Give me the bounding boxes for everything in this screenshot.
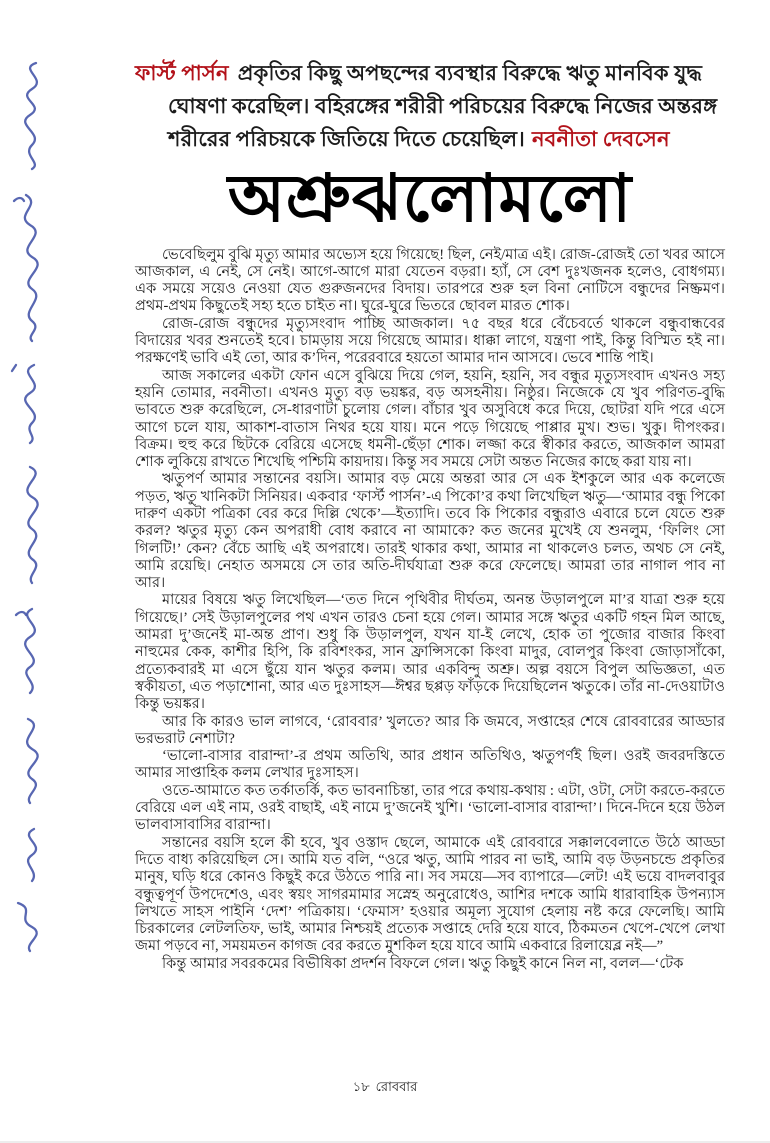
lede-text: প্রকৃতির কিছু অপছন্দের ব্যবস্থার বিরুদ্ধে ঋতু মানবিক যুদ্ধ ঘোষণা করেছিল। বহিরঙ্গের শরীরী পরিচয়ের বিরুদ্ধে নিজের অন্তরঙ্গ শরীরের পরিচয়কে জিতিয়ে দিতে চেয়েছিল।: [168, 61, 718, 151]
article-body: [135, 247, 725, 973]
lede: [135, 57, 725, 155]
body-paragraph: ঋতুপর্ণ আমার সন্তানের বয়সি। আমার বড় মেয়ে অন্তরা আর সে এক ইশকুলে আর এক কলেজে পড়ত, ঋতু খানিকটা সিনিয়র। একবার ‘ফার্স্ট পার্সন’-এ পিকো’র কথা লিখেছিল ঋতু—‘আমার বন্ধু পিকো দারুণ একটা পত্রিকা বের করে দিল্লি থেকে’—ইত্যাদি। তবে কি পিকোর বন্ধুরাও এবারে চলে যেতে শুরু করল? ঋতুর মৃত্যু কেন অপরাধী বোধ করাবে না আমাকে? কত জনের মুখেই যে শুনলুম, ‘ফিলিং সো গিলটি!’ কেন? বেঁচে আছি এই অপরাধে। তারই থাকার কথা, আমার না থাকলেও চলত, অথচ সে নেই, আমি রয়েছি। নেহাত অসময়ে সে তার অতি-দীর্ঘযাত্রা শুরু করে ফেলেছে। আমরা তার নাগাল পাব না আর।: [135, 471, 725, 592]
magazine-name: রোববার: [375, 1079, 418, 1094]
page-number: ১৮: [352, 1079, 370, 1094]
body-paragraph: ‘ভালো-বাসার বারান্দা’-র প্রথম অতিথি, আর প্রধান অতিথিও, ঋতুপর্ণই ছিল। ওরই জবরদস্তিতে আমার সাপ্তাহিক কলম লেখার দুঃসাহস।: [135, 748, 725, 782]
body-paragraph: আর কি কারও ভাল লাগবে, ‘রোববার’ খুলতে? আর কি জমবে, সপ্তাহের শেষে রোববারের আড্ডার ভরভরাট নেশাটা?: [135, 713, 725, 747]
body-paragraph: রোজ-রোজ বন্ধুদের মৃত্যুসংবাদ পাচ্ছি আজকাল। ৭৫ বছর ধরে বেঁচেবর্তে থাকলে বন্ধুবান্ধবের বিদায়ের খবর শুনতেই হবে। চামড়ায় সয়ে গিয়েছে আমার। ধাক্কা লাগে, যন্ত্রণা পাই, কিন্তু বিস্মিত হই না। পরক্ষণেই ভাবি এই তো, আর ক’দিন, পরেরবারে হয়তো আমার দান আসবে। ভেবে শান্তি পাই।: [135, 315, 725, 367]
handwritten-margin-note: [2, 55, 56, 960]
body-paragraph: সন্তানের বয়সি হলে কী হবে, খুব ওস্তাদ ছেলে, আমাকে এই রোববারে সক্কালবেলাতে উঠে আড্ডা দিতে বাধ্য করিয়েছিল সে। আমি যত বলি, “ওরে ঋতু, আমি পারব না ভাই, আমি বড় উড়নচন্ডে প্রকৃতির মানুষ, ঘড়ি ধরে কোনও কিছুই করে উঠতে পারি না। সব সময়ে—সব ব্যাপারে—লেট! এই ভয়ে বাদলবাবুর বন্ধুত্বপূর্ণ উপদেশেও, এবং স্বয়ং সাগরমামার সস্নেহ অনুরোধেও, আশির দশকে আমি ধারাবাহিক উপন্যাস লিখতে সাহস পাইনি ‘দেশ’ পত্রিকায়। ‘ফেমাস’ হওয়ার অমূল্য সুযোগ হেলায় নষ্ট করে ফেলেছি। আমি চিরকালের লেটলতিফ, ভাই, আমার নিশ্চয়ই প্রত্যেক সপ্তাহে দেরি হয়ে যাবে, ঠিকমতন খেপে-খেপে লেখা জমা পড়বে না, সময়মতন কাগজ বের করতে মুশকিল হয়ে যাবে আমি একবারে রিলায়েব্ল নই—”: [135, 834, 725, 955]
page-footer: [0, 1078, 770, 1099]
body-paragraph: ওতে-আমাতে কত তর্কাতর্কি, কত ভাবনাচিন্তা, তার পরে কথায়-কথায় : এটা, ওটা, সেটা করতে-করতে বেরিয়ে এল এই নাম, ওরই বাছাই, এই নামে দু’জনেই খুশি। ‘ভালো-বাসার বারান্দা’। দিনে-দিনে হয়ে উঠল ভালবাসাবাসির বারান্দা।: [135, 782, 725, 834]
article-column: [135, 57, 725, 973]
body-paragraph: মায়ের বিষয়ে ঋতু লিখেছিল—‘তত দিনে পৃথিবীর দীর্ঘতম, অনন্ত উড়ালপুলে মা’র যাত্রা শুরু হয়ে গিয়েছে।’ সেই উড়ালপুলের পথ এখন তারও চেনা হয়ে গেল। আমার সঙ্গে ঋতুর একটি গহন মিল আছে, আমরা দু’জনেই মা-অন্ত প্রাণ। শুধু কি উড়ালপুল, যখন যা-ই লেখে, হোক তা পুজোর বাজার কিংবা নাহুমের কেক, কাশীর হিপি, কি রবিশংকর, সান ফ্রান্সিসকো কিংবা মাদুর, বোলপুর কিংবা জোড়াসাঁকো, প্রত্যেকবারই মা এসে ছুঁয়ে যান ঋতুর কলম। আর একবিন্দু অশ্রু। অল্প বয়সে বিপুল অভিজ্ঞতা, এত স্বকীয়তা, এত পড়াশোনা, আর এত দুঃসাহস—ঈশ্বর ছপ্পড় ফাঁড়কে দিয়েছিলেন ঋতুকে। তাঁর না-দেওয়াটাও কিন্তু ভয়ঙ্কর।: [135, 592, 725, 713]
headline: অশ্রুঝলোমলো: [227, 163, 633, 237]
section-label: ফার্স্ট পার্সন: [135, 61, 229, 85]
body-paragraph: আজ সকালের একটা ফোন এসে বুঝিয়ে দিয়ে গেল, হয়নি, হয়নি, সব বন্ধুর মৃত্যুসংবাদ এখনও সহ্য হয়নি তোমার, নবনীতা। এখনও মৃত্যু বড় ভয়ঙ্কর, বড় অসহনীয়। নিষ্ঠুর। নিজেকে যে খুব পরিণত-বুদ্ধি ভাবতে শুরু করেছিলে, সে-ধারণাটা চুলোয় গেল। বাঁচার খুব অসুবিধে করে দিয়ে, ছোটরা যদি পরে এসে আগে চলে যায়, আকাশ-বাতাস নিথর হয়ে যায়। মনে পড়ে গিয়েছে পাপ্পার মুখ। শুভ। খুকু। দীপংকর। বিক্রম। হুহু করে ছিটকে বেরিয়ে এসেছে ধমনী-ছেঁড়া শোক। লজ্জা করে স্বীকার করতে, আজকাল আমরা শোক লুকিয়ে রাখতে শিখেছি পশ্চিমি কায়দায়। কিন্তু সব সময়ে সেটা অন্তত নিজের কাছে করা যায় না।: [135, 367, 725, 471]
byline: নবনীতা দেবসেন: [531, 126, 670, 151]
body-paragraph: ভেবেছিলুম বুঝি মৃত্যু আমার অভ্যেস হয়ে গিয়েছে! ছিল, নেই/মাত্র এই। রোজ-রোজই তো খবর আসে আজকাল, এ নেই, সে নেই। আগে-আগে মারা যেতেন বড়রা। হ্যাঁ, সে বেশ দুঃখজনক হলেও, বোধগম্য। এক সময়ে সয়েও নেওয়া যেত গুরুজনদের বিদায়। তারপরে শুরু হল বিনা নোটিসে বন্ধুদের নিষ্ক্রমণ। প্রথম-প্রথম কিছুতেই সহ্য হতে চাইত না। ঘুরে-ঘুরে ভিতরে ছোবল মারত শোক।: [135, 246, 725, 315]
body-paragraph: কিন্তু আমার সবরকমের বিভীষিকা প্রদর্শন বিফলে গেল। ঋতু কিছুই কানে নিল না, বলল—‘টেক: [162, 955, 684, 972]
